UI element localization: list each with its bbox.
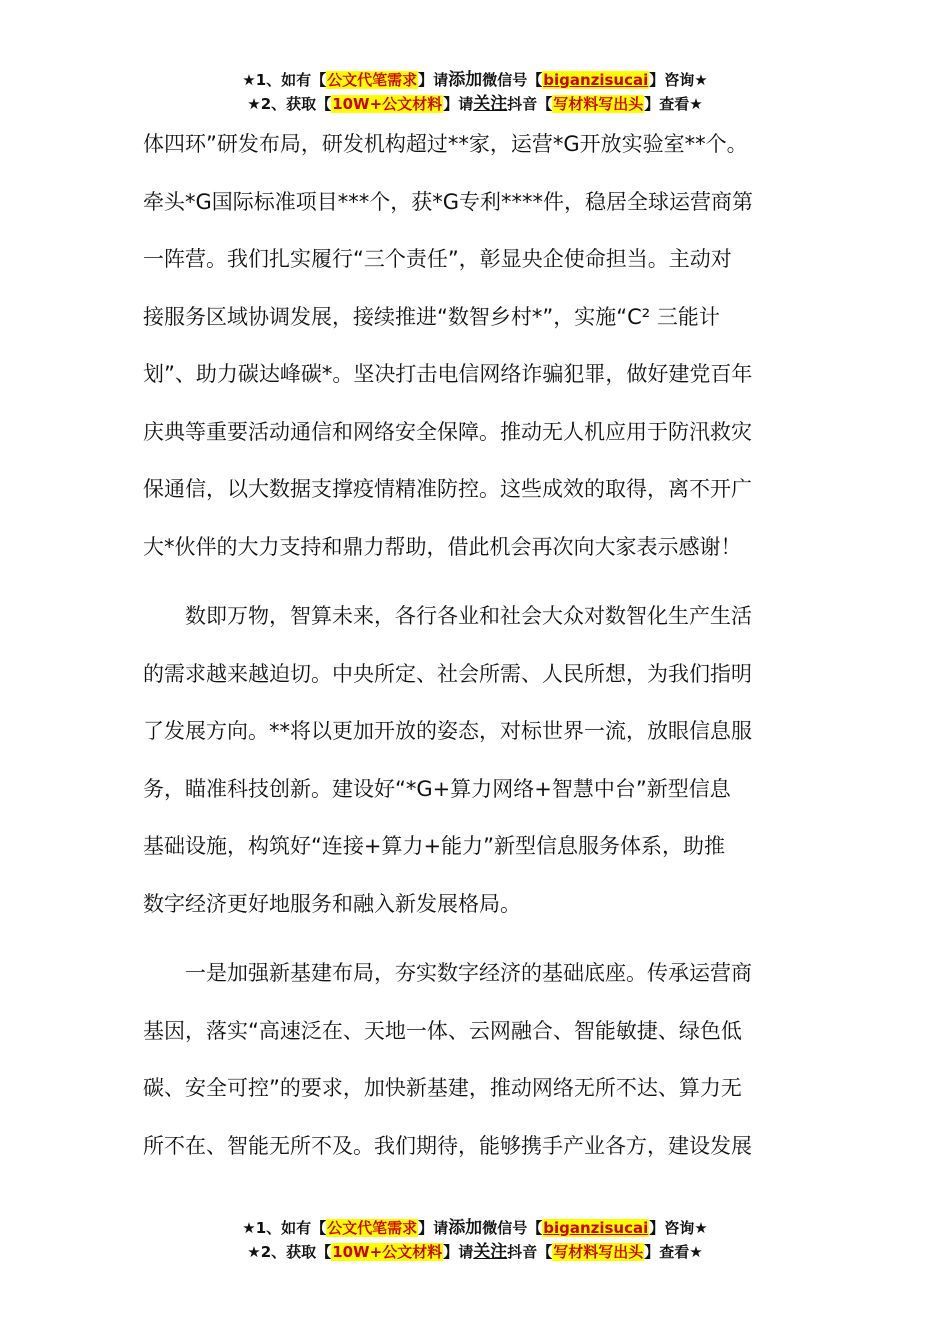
paragraph-2-line: 基础设施，构筑好“连接+算力+能力”新型信息服务体系，助推 [143,834,725,858]
document-body [143,116,807,1175]
banner-line-2-douyin-account: 写材料写出头 [553,1243,644,1261]
banner-line-2-mid2: 抖音【 [507,1243,553,1261]
banner-line-1-highlight-service: 公文代笔需求 [327,1219,418,1237]
banner-line-2-mid: 】请 [443,1243,474,1261]
header-banner [0,68,950,116]
banner-line-2 [0,92,950,116]
banner-line-2-mid: 】请 [443,95,474,113]
banner-line-1-emphasis: 添加 [448,1218,483,1238]
paragraph-1 [143,116,807,576]
banner-line-1-mid: 】请 [418,1219,449,1237]
banner-line-1-suffix: 】咨询★ [649,71,708,89]
paragraph-2-line: 数字经济更好地服务和融入新发展格局。 [143,891,521,916]
paragraph-1-line: 保通信，以大数据支撑疫情精准防控。这些成效的取得，离不开广 [143,477,752,501]
banner-line-2 [0,1240,950,1264]
banner-line-1 [0,68,950,92]
paragraph-1-line: 大*伙伴的大力支持和鼎力帮助，借此机会再次向大家表示感谢！ [143,534,742,559]
paragraph-2 [143,588,807,933]
paragraph-3 [143,945,807,1175]
paragraph-1-line: 牵头*G国际标准项目***个，获*G专利****件，稳居全球运营商第 [143,189,754,214]
banner-line-1-mid2: 微信号【 [482,71,543,89]
paragraph-2-line: 数即万物，智算未来，各行各业和社会大众对数智化生产生活 [185,604,752,628]
banner-line-1-wechat-id: biganzisucai [543,1219,649,1237]
paragraph-2-line: 的需求越来越迫切。中央所定、社会所需、人民所想，为我们指明 [143,661,752,686]
banner-line-2-douyin-account: 写材料写出头 [553,95,644,113]
paragraph-3-line: 一是加强新基建布局，夯实数字经济的基础底座。传承运营商 [185,961,752,985]
banner-line-2-mid2: 抖音【 [507,95,553,113]
banner-line-2-highlight-materials: 10W+公文材料 [332,1243,443,1261]
banner-line-2-emphasis: 关注 [473,1242,508,1262]
paragraph-1-line: 划”、助力碳达峰碳*。坚决打击电信网络诈骗犯罪，做好建党百年 [143,362,753,386]
paragraph-1-line: 体四环”研发布局，研发机构超过**家，运营*G开放实验室**个。 [143,132,748,156]
paragraph-2-line: 务，瞄准科技创新。建设好“*G+算力网络+智慧中台”新型信息 [143,776,731,801]
paragraph-3-line: 基因，落实“高速泛在、天地一体、云网融合、智能敏捷、绿色低 [143,1018,742,1043]
banner-line-2-emphasis: 关注 [473,94,508,114]
banner-line-1-wechat-id: biganzisucai [543,71,649,89]
footer-banner [0,1216,950,1264]
paragraph-1-line: 庆典等重要活动通信和网络安全保障。推动无人机应用于防汛救灾 [143,419,752,444]
banner-line-1-emphasis: 添加 [448,70,483,90]
banner-line-2-suffix: 】查看★ [644,1243,703,1261]
banner-line-1-mid: 】请 [418,71,449,89]
paragraph-1-line: 接服务区域协调发展，接续推进“数智乡村*”，实施“C² 三能计 [143,304,720,329]
banner-line-2-highlight-materials: 10W+公文材料 [332,95,443,113]
banner-line-2-suffix: 】查看★ [644,95,703,113]
paragraph-2-line: 了发展方向。**将以更加开放的姿态，对标世界一流，放眼信息服 [143,719,752,743]
banner-line-2-prefix: ★2、获取【 [247,95,332,113]
paragraph-1-line: 一阵营。我们扎实履行“三个责任”，彰显央企使命担当。主动对 [143,247,732,271]
banner-line-1-highlight-service: 公文代笔需求 [327,71,418,89]
banner-line-1-prefix: ★1、如有【 [242,1219,327,1237]
banner-line-2-prefix: ★2、获取【 [247,1243,332,1261]
banner-line-1-mid2: 微信号【 [482,1219,543,1237]
banner-line-1 [0,1216,950,1240]
banner-line-1-suffix: 】咨询★ [649,1219,708,1237]
paragraph-3-line: 碳、安全可控”的要求，加快新基建，推动网络无所不达、算力无 [143,1076,742,1100]
paragraph-3-line: 所不在、智能无所不及。我们期待，能够携手产业各方，建设发展 [143,1133,752,1158]
banner-line-1-prefix: ★1、如有【 [242,71,327,89]
